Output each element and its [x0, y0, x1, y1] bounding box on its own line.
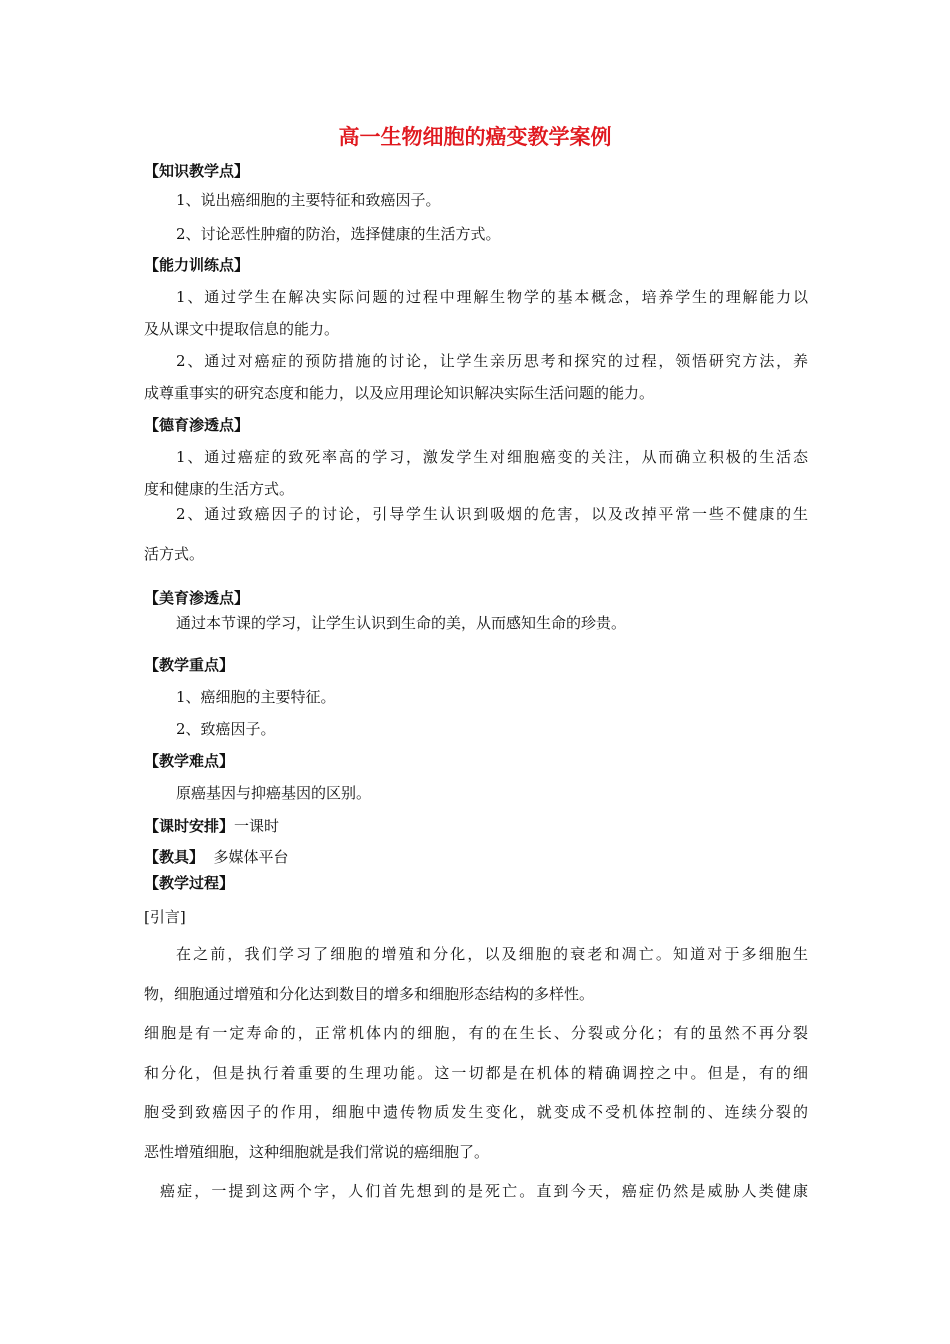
- schedule-line: [144, 815, 808, 837]
- ability-item-line: 1、通过学生在解决实际问题的过程中理解生物学的基本概念，培养学生的理解能力以: [176, 288, 808, 306]
- moral-item-line: 活方式。: [144, 545, 205, 563]
- ability-item-line: 2、通过对癌症的预防措施的讨论，让学生亲历思考和探究的过程，领悟研究方法，养: [176, 352, 808, 370]
- aesthetic-text: 通过本节课的学习，让学生认识到生命的美，从而感知生命的珍贵。: [176, 614, 627, 632]
- ability-item-line: 成尊重事实的研究态度和能力，以及应用理论知识解决实际生活问题的能力。: [144, 384, 655, 402]
- schedule-text: 一课时: [234, 817, 280, 835]
- schedule-heading: 【课时安排】: [144, 817, 235, 835]
- process-paragraph-line: 在之前，我们学习了细胞的增殖和分化，以及细胞的衰老和凋亡。知道对于多细胞生: [176, 945, 808, 963]
- tools-text: 多媒体平台: [204, 848, 289, 866]
- key-points-heading: 【教学重点】: [144, 656, 235, 674]
- intro-label: [引言]: [144, 908, 186, 926]
- aesthetic-heading: 【美育渗透点】: [144, 589, 250, 607]
- process-heading: 【教学过程】: [144, 874, 235, 892]
- tools-heading: 【教具】: [144, 848, 205, 866]
- process-paragraph-line: 癌症，一提到这两个字，人们首先想到的是死亡。直到今天，癌症仍然是威胁人类健康: [160, 1182, 808, 1200]
- difficulty-text: 原癌基因与抑癌基因的区别。: [176, 784, 372, 802]
- knowledge-heading: 【知识教学点】: [144, 162, 250, 180]
- key-point-item: 1、癌细胞的主要特征。: [176, 688, 336, 706]
- moral-item-line: 1、通过癌症的致死率高的学习，激发学生对细胞癌变的关注，从而确立积极的生活态: [176, 448, 808, 466]
- moral-item-line: 度和健康的生活方式。: [144, 480, 295, 498]
- process-paragraph-line: 细胞是有一定寿命的，正常机体内的细胞，有的在生长、分裂或分化；有的虽然不再分裂: [144, 1024, 808, 1042]
- process-paragraph-line: 恶性增殖细胞，这种细胞就是我们常说的癌细胞了。: [144, 1143, 490, 1161]
- process-paragraph-line: 胞受到致癌因子的作用，细胞中遗传物质发生变化，就变成不受机体控制的、连续分裂的: [144, 1103, 808, 1121]
- knowledge-item: 2、讨论恶性肿瘤的防治，选择健康的生活方式。: [176, 225, 501, 243]
- process-paragraph-line: 物，细胞通过增殖和分化达到数目的增多和细胞形态结构的多样性。: [144, 985, 595, 1003]
- tools-line: [144, 846, 808, 868]
- key-point-item: 2、致癌因子。: [176, 720, 276, 738]
- knowledge-item: 1、说出癌细胞的主要特征和致癌因子。: [176, 191, 441, 209]
- ability-item-line: 及从课文中提取信息的能力。: [144, 320, 340, 338]
- difficulty-heading: 【教学难点】: [144, 752, 235, 770]
- moral-heading: 【德育渗透点】: [144, 416, 250, 434]
- process-paragraph-line: 和分化，但是执行着重要的生理功能。这一切都是在机体的精确调控之中。但是，有的细: [144, 1064, 808, 1082]
- document-title: 高一生物细胞的癌变教学案例: [338, 125, 612, 149]
- moral-item-line: 2、通过致癌因子的讨论，引导学生认识到吸烟的危害，以及改掉平常一些不健康的生: [176, 505, 808, 523]
- ability-heading: 【能力训练点】: [144, 256, 250, 274]
